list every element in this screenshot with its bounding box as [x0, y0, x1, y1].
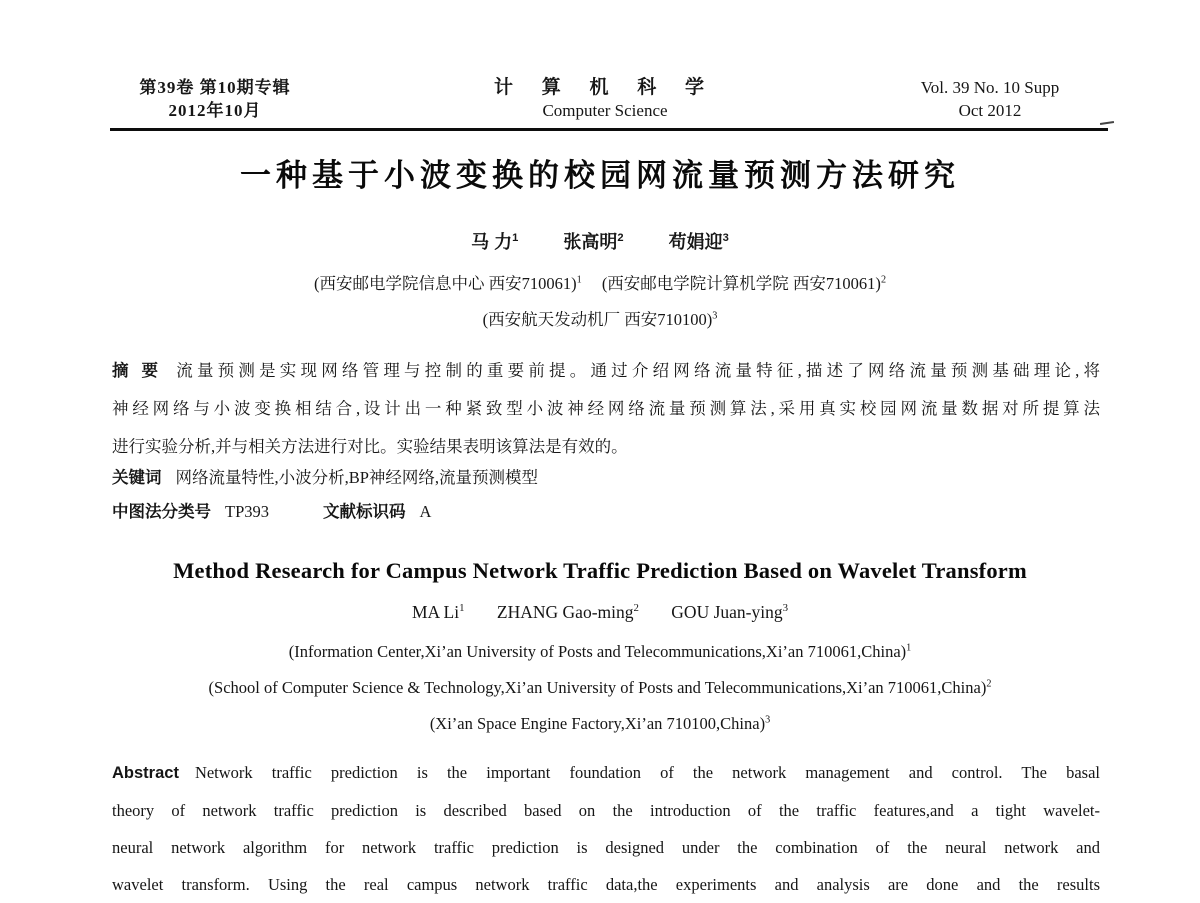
abstract-cn-line: 摘 要 流量预测是实现网络管理与控制的重要前提。通过介绍网络流量特征,描述了网络流量预测基础理论,将 [112, 361, 1101, 380]
clc-label: 中图法分类号 [112, 503, 211, 521]
scan-artifact-tick [1100, 121, 1114, 125]
keywords-cn: 网络流量特性,小波分析,BP神经网络,流量预测模型 [175, 468, 539, 487]
abstract-cn [112, 352, 1100, 466]
abstract-en-line: Abstract Network traffic prediction is the important foundation of the network management and control. The basal [112, 763, 1100, 782]
journal-name-en: Computer Science [542, 101, 668, 120]
affiliation-en: (Xi’an Space Engine Factory,Xi’an 710100,China)$^3$ [429, 714, 771, 733]
date-cn: 2012年10月 [168, 101, 262, 120]
abstract-en-line: theory of network traffic prediction is described based on the introduction of the traffic features,and a tight wavelet- [112, 801, 1100, 820]
keywords-label-cn: 关键词 [112, 469, 162, 487]
author-sup: 1 [459, 602, 465, 615]
classification-row [112, 497, 1100, 527]
abstract-en-line: wavelet transform. Using the real campus network traffic data,the experiments and analysis are done and the results [112, 875, 1100, 894]
abstract-en [112, 754, 1100, 903]
abstract-cn-line: 进行实验分析,并与相关方法进行对比。实验结果表明该算法是有效的。 [112, 437, 628, 456]
affiliation-sup: 3 [765, 714, 771, 726]
affiliation-sup: 2 [880, 274, 887, 286]
author-cn: 张高明$^2$ [563, 232, 624, 252]
abstract-label-en: Abstract [112, 764, 179, 782]
author-cn: 苟娟迎$^3$ [668, 232, 729, 252]
abstract-label-cn: 摘 要 [112, 362, 163, 380]
affiliation-en: (School of Computer Science & Technology,Xi’an University of Posts and Telecommunications,Xi’an 710061,China)$^2$ [208, 678, 992, 697]
header-volume-issue-cn [95, 76, 335, 122]
affiliations-cn-line1 [0, 270, 1200, 294]
keywords-row-cn [112, 463, 1100, 493]
paper-title-cn: 一种基于小波变换的校园网流量预测方法研究 [240, 158, 960, 193]
paper-title-en: Method Research for Campus Network Traffic Prediction Based on Wavelet Transform [173, 558, 1027, 583]
affiliation-sup: 1 [906, 642, 912, 654]
affiliations-cn-line2 [0, 306, 1200, 330]
author-sup: 3 [782, 602, 789, 615]
volume-issue-cn: 第39卷 第10期专辑 [139, 78, 291, 97]
authors-cn [0, 228, 1200, 254]
author-en: ZHANG Gao-ming$^2$ [496, 602, 639, 622]
volume-issue-en: Vol. 39 No. 10 Supp [920, 78, 1060, 97]
header-rule [110, 128, 1108, 131]
header-volume-issue-en [875, 76, 1105, 122]
clc-value: TP393 [225, 502, 270, 521]
author-sup: 3 [722, 232, 729, 244]
affiliation-cn: (西安航天发动机厂 西安710100)$^3$ [482, 310, 718, 329]
affiliation-cn: (西安邮电学院信息中心 西安710061)$^1$ [313, 274, 582, 293]
authors-en [0, 602, 1200, 623]
affiliation-en: (Information Center,Xi’an University of Posts and Telecommunications,Xi’an 710061,China)$^1$ [288, 642, 912, 661]
author-sup: 2 [617, 232, 624, 244]
affiliation-sup: 1 [576, 274, 582, 286]
abstract-cn-line: 神经网络与小波变换相结合,设计出一种紧致型小波神经网络流量预测算法,采用真实校园网流量数据对所提算法 [112, 399, 1100, 418]
author-cn: 马 力$^1$ [471, 232, 519, 252]
affiliation-sup: 2 [986, 678, 992, 690]
abstract-en-line: neural network algorithm for network traffic prediction is designed under the combination of the neural network and [112, 838, 1100, 857]
doc-code-value: A [419, 502, 432, 521]
author-en: GOU Juan-ying$^3$ [671, 602, 789, 622]
doc-code-label: 文献标识码 [323, 503, 406, 521]
author-en: MA Li$^1$ [411, 602, 465, 622]
affiliations-en [0, 634, 1200, 742]
date-en: Oct 2012 [958, 101, 1022, 120]
author-sup: 2 [633, 602, 639, 615]
journal-header [95, 76, 1105, 122]
journal-name-block [475, 76, 735, 122]
journal-name-cn: 计 算 机 科 学 [493, 77, 716, 98]
affiliation-cn: (西安邮电学院计算机学院 西安710061)$^2$ [601, 274, 887, 293]
affiliation-sup: 3 [712, 310, 718, 322]
author-sup: 1 [512, 232, 519, 244]
